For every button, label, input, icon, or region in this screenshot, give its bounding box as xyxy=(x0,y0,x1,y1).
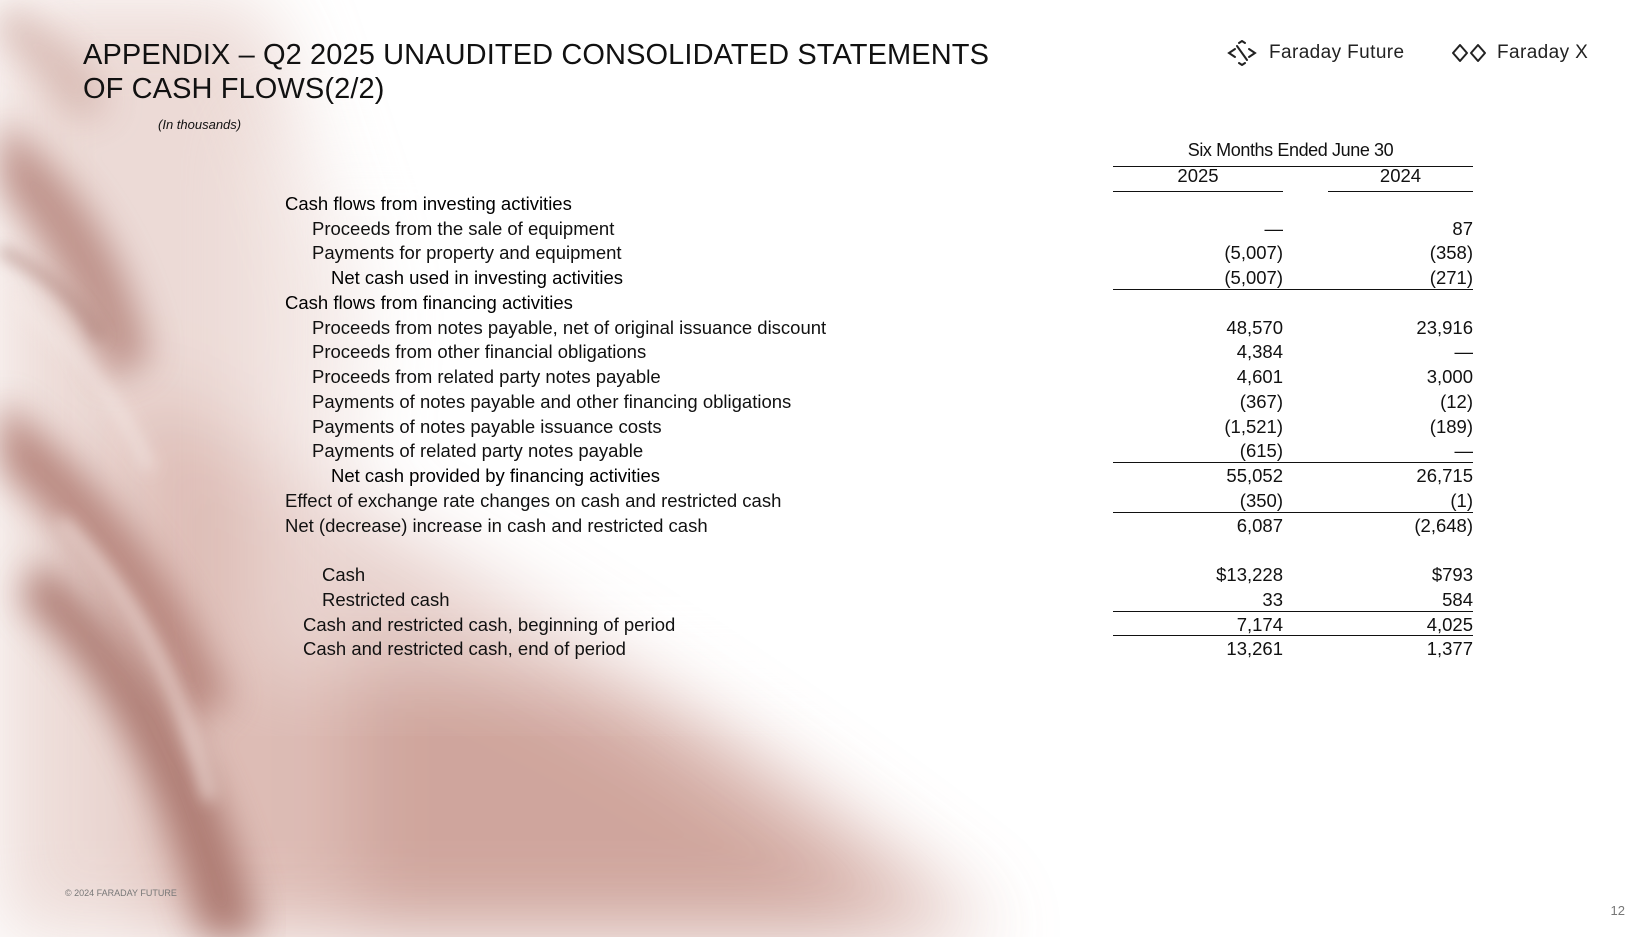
row-label: Cash flows from financing activities xyxy=(285,292,573,313)
row-label: Net (decrease) increase in cash and restricted cash xyxy=(285,515,708,536)
table-row xyxy=(0,514,1650,538)
row-label: Proceeds from notes payable, net of original issuance discount xyxy=(312,317,827,338)
table-row xyxy=(0,340,1650,364)
table-row xyxy=(0,613,1650,637)
table-row xyxy=(0,563,1650,587)
table-row xyxy=(0,464,1650,488)
value-2025: 55,052 xyxy=(1226,465,1283,486)
value-2024: (1) xyxy=(1450,490,1473,511)
value-2025: $13,228 xyxy=(1216,564,1283,585)
value-2024: — xyxy=(1454,341,1473,362)
row-label: Payments for property and equipment xyxy=(312,242,622,263)
value-2024: (271) xyxy=(1429,267,1473,288)
table-row xyxy=(0,365,1650,389)
value-2025: 4,384 xyxy=(1236,341,1283,362)
value-2024: 87 xyxy=(1452,218,1473,239)
value-2024: (2,648) xyxy=(1414,515,1473,536)
row-label: Payments of notes payable and other financing obligations xyxy=(312,391,792,412)
subtotal-rule-investing xyxy=(1113,289,1473,290)
row-label: Restricted cash xyxy=(322,589,450,610)
page-title-line-1: APPENDIX – Q2 2025 UNAUDITED CONSOLIDATED STATEMENTS xyxy=(83,39,990,71)
table-row xyxy=(0,415,1650,439)
value-2024: 26,715 xyxy=(1416,465,1473,486)
value-2024: (12) xyxy=(1440,391,1473,412)
period-header: Six Months Ended June 30 xyxy=(1187,140,1394,160)
value-2025: (5,007) xyxy=(1224,267,1283,288)
value-2024: 4,025 xyxy=(1426,614,1473,635)
table-row xyxy=(0,266,1650,290)
row-label: Effect of exchange rate changes on cash and restricted cash xyxy=(285,490,782,511)
subtotal-rule-financing xyxy=(1113,462,1473,463)
value-2025: (367) xyxy=(1239,391,1283,412)
value-2025: (1,521) xyxy=(1224,416,1283,437)
page-number: 12 xyxy=(1610,903,1625,918)
value-2025: 48,570 xyxy=(1226,317,1283,338)
table-row xyxy=(0,588,1650,612)
subtotal-rule-net-change xyxy=(1113,512,1473,513)
value-2025: 13,261 xyxy=(1226,638,1283,659)
value-2024: 1,377 xyxy=(1426,638,1473,659)
row-label: Payments of notes payable issuance costs xyxy=(312,416,662,437)
unit-note: (In thousands) xyxy=(158,117,242,132)
row-label: Payments of related party notes payable xyxy=(312,440,644,461)
value-2024: 584 xyxy=(1442,589,1473,610)
row-label: Proceeds from the sale of equipment xyxy=(312,218,615,239)
column-header-2025: 2025 xyxy=(1177,165,1219,186)
value-2024: $793 xyxy=(1431,564,1473,585)
table-row xyxy=(0,390,1650,414)
value-2024: (189) xyxy=(1429,416,1473,437)
table-row xyxy=(0,217,1650,241)
value-2024: 3,000 xyxy=(1426,366,1473,387)
value-2025: (615) xyxy=(1239,440,1283,461)
value-2024: (358) xyxy=(1429,242,1473,263)
value-2025: (5,007) xyxy=(1224,242,1283,263)
row-label: Cash and restricted cash, end of period xyxy=(303,638,626,659)
value-2025: — xyxy=(1264,218,1283,239)
row-label: Net cash used in investing activities xyxy=(331,267,624,288)
table-row xyxy=(0,637,1650,661)
value-2025: 33 xyxy=(1262,589,1283,610)
value-2024: — xyxy=(1454,440,1473,461)
copyright-notice: © 2024 FARADAY FUTURE xyxy=(65,888,177,898)
row-label: Net cash provided by financing activities xyxy=(331,465,661,486)
value-2025: 6,087 xyxy=(1236,515,1283,536)
row-label: Cash flows from investing activities xyxy=(285,193,572,214)
column-header-2024: 2024 xyxy=(1379,165,1422,186)
value-2025: 7,174 xyxy=(1236,614,1283,635)
table-row xyxy=(0,291,1650,315)
row-label: Proceeds from related party notes payable xyxy=(312,366,661,387)
table-row xyxy=(0,439,1650,463)
value-2025: 4,601 xyxy=(1236,366,1283,387)
table-row xyxy=(0,241,1650,265)
table-row xyxy=(0,192,1650,216)
subtotal-rule-beginning xyxy=(1113,611,1473,612)
row-label: Proceeds from other financial obligations xyxy=(312,341,647,362)
faraday-x-logo-text: Faraday X xyxy=(1497,42,1589,63)
row-label: Cash and restricted cash, beginning of period xyxy=(303,614,676,635)
row-label: Cash xyxy=(322,564,366,585)
value-2025: (350) xyxy=(1239,490,1283,511)
page-title-line-2: OF CASH FLOWS(2/2) xyxy=(83,73,385,105)
subtotal-rule-end xyxy=(1113,635,1473,636)
faraday-future-logo-text: Faraday Future xyxy=(1269,42,1405,63)
value-2024: 23,916 xyxy=(1416,317,1473,338)
table-row xyxy=(0,489,1650,513)
table-row xyxy=(0,316,1650,340)
